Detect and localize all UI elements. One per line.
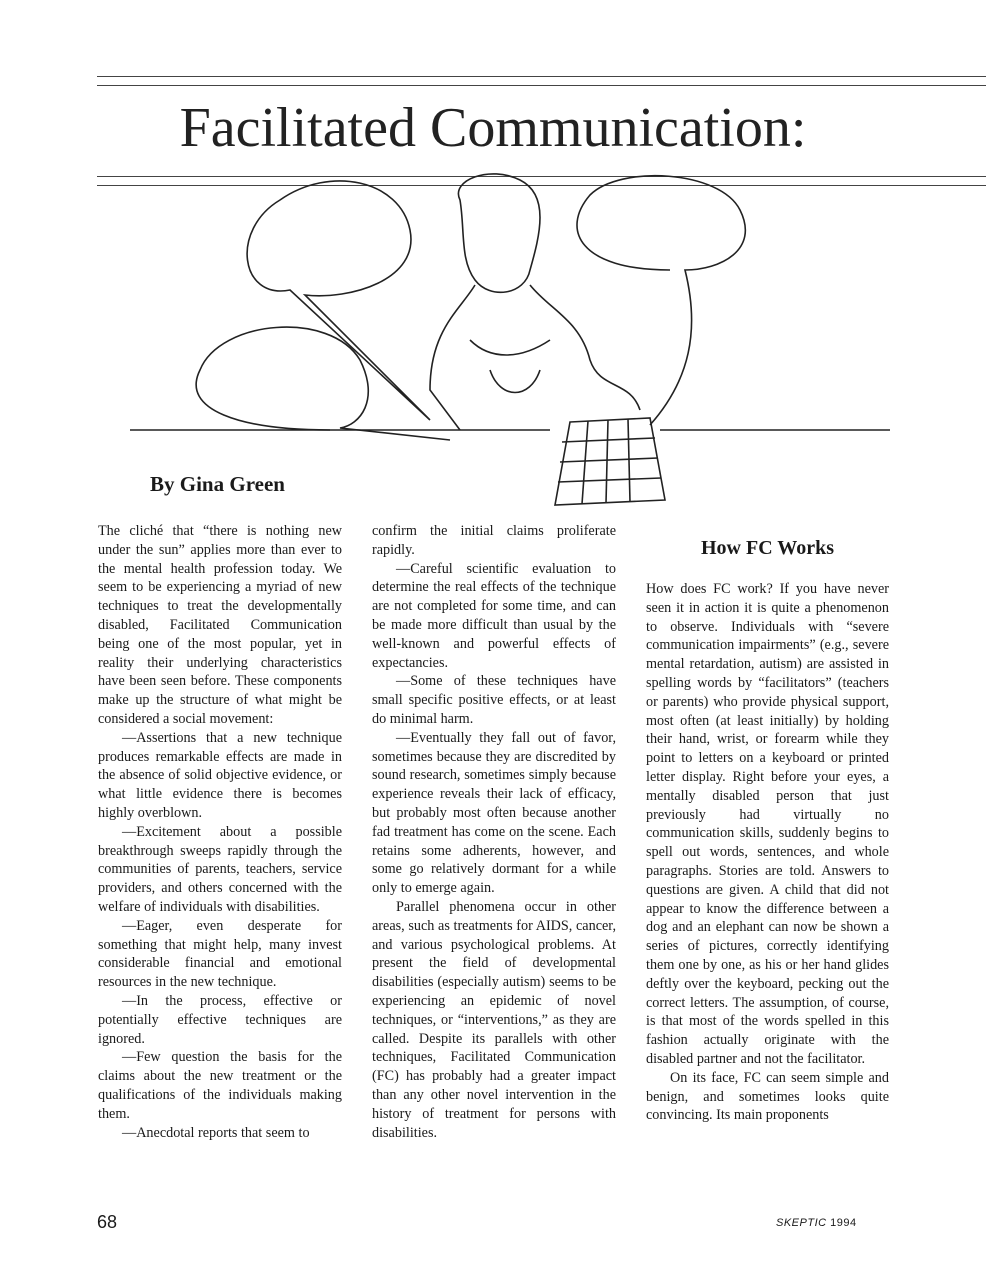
letter-board bbox=[555, 418, 665, 505]
paragraph: —Eager, even desperate for something that might help, many invest considerable financial and emotional resources in the new technique. bbox=[98, 917, 342, 991]
paragraph: The cliché that “there is nothing new under the sun” applies more than ever to the mental health profession today. We seem to be experiencing a myriad of new techniques to treat the developmentally disabled, Facilitated Communication being one of the most popular, yet in reality their underlying characteristics have been seen before. These components make up the structure of what might be considered a social movement: bbox=[98, 523, 342, 727]
woman-figure bbox=[430, 174, 640, 430]
article-title: Facilitated Communication: bbox=[179, 97, 807, 159]
speech-bubble-right bbox=[577, 176, 745, 425]
column-2 bbox=[372, 522, 616, 1142]
paragraph: —Some of these techniques have small specific positive effects, or at least do minimal harm. bbox=[372, 673, 616, 727]
page-number: 68 bbox=[97, 1212, 118, 1232]
paragraph: On its face, FC can seem simple and benign, and sometimes looks quite convincing. Its main proponents bbox=[646, 1069, 889, 1124]
speech-bubble-left-top bbox=[247, 181, 430, 420]
paragraph: confirm the initial claims proliferate rapidly. bbox=[372, 523, 616, 558]
paragraph: —Careful scientific evaluation to determine the real effects of the technique are not completed for some time, and can be made more difficult than usual by the well-known and powerful effects of expectancies. bbox=[372, 560, 616, 671]
paragraph: —Anecdotal reports that seem to bbox=[122, 1124, 310, 1141]
column-3 bbox=[646, 580, 889, 1125]
byline: By Gina Green bbox=[150, 472, 285, 496]
issue-year: 1994 bbox=[830, 1217, 857, 1229]
paragraph: Parallel phenomena occur in other areas, such as treatments for AIDS, cancer, and various psychological problems. At present the field of developmental disabilities (especially autism) seems to be experiencing an epidemic of novel techniques, or “interventions,” as they are called. Despite its parallels with other techniques, Facilitated Communication (FC) has probably had a greater impact than any other novel intervention in the history of treatment for persons with disabilities. bbox=[372, 898, 616, 1141]
paragraph: —Few question the basis for the claims about the new treatment or the qualifications of the individuals making them. bbox=[98, 1049, 342, 1122]
paragraph: —Assertions that a new technique produces remarkable effects are made in the absence of solid objective evidence, or what little evidence there is becomes highly overblown. bbox=[98, 729, 342, 821]
article-illustration bbox=[130, 160, 890, 510]
running-footer bbox=[776, 1217, 857, 1229]
top-rule-1 bbox=[97, 76, 986, 77]
section-heading: How FC Works bbox=[701, 537, 834, 559]
magazine-name: SKEPTIC bbox=[776, 1217, 827, 1229]
column-1 bbox=[98, 522, 342, 1142]
top-rule-2 bbox=[97, 85, 986, 86]
paragraph: —In the process, effective or potentially effective techniques are ignored. bbox=[98, 992, 342, 1047]
speech-bubble-left-bottom bbox=[196, 327, 450, 440]
paragraph: —Excitement about a possible breakthrough sweeps rapidly through the communities of parents, teachers, service providers, and others concerned with the welfare of individuals with disabilities. bbox=[98, 823, 342, 915]
paragraph: —Eventually they fall out of favor, sometimes because they are discredited by sound research, sometimes simply because experience reveals their lack of efficacy, but probably most often because another fad treatment has come on the scene. Each retains some adherents, however, and some go relatively dormant for a while only to emerge again. bbox=[372, 729, 616, 897]
paragraph: How does FC work? If you have never seen it in action it is quite a phenomenon to observe. Individuals with “severe communication impairments” (e.g., severe mental retardation, autism) are assisted in spelling words by “facilitators” (teachers or parents) who provide physical support, most often (at least initially) by holding their hand, wrist, or forearm while they point to letters on a keyboard or printed letter display. Right before your eyes, a mentally disabled person that just previously had virtually no communication skills, suddenly begins to spell out words, sentences, and whole paragraphs. Stories are told. Answers to questions are given. A child that did not appear to know the difference between a dog and an elephant can now be shown a series of pictures, correctly identifying them one by one, as his or her hand glides deftly over the keyboard, pecking out the correct letters. The assumption, of course, is that most of the words spelled in this fashion actually originate with the disabled partner and not the facilitator. bbox=[646, 581, 889, 1067]
